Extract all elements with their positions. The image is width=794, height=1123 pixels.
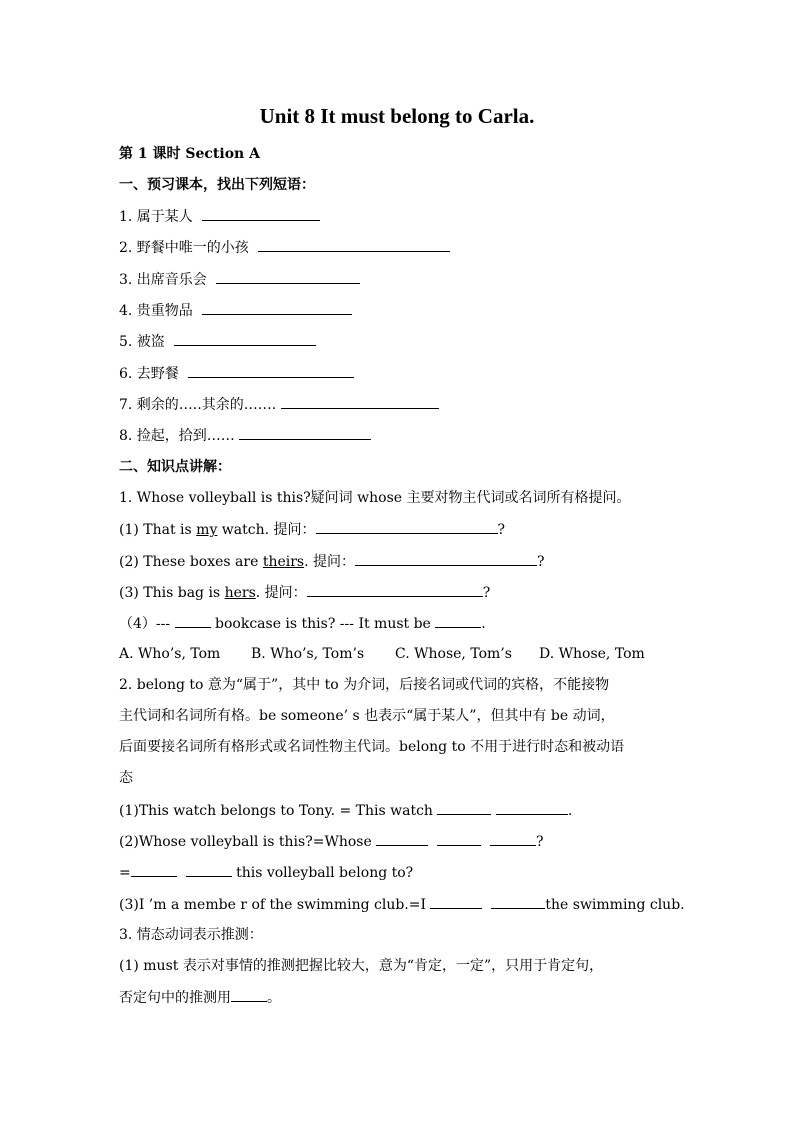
point3-line: (1) must 表示对事情的推测把握比较大，意为“肯定，一定”，只用于肯定句， bbox=[119, 958, 604, 974]
option-b[interactable]: B. Who’s, Tom’s bbox=[251, 646, 365, 662]
question-text: bookcase is this? --- It must be bbox=[210, 616, 436, 632]
answer-blank[interactable] bbox=[174, 332, 316, 346]
exercise-1 bbox=[119, 801, 572, 820]
question-4 bbox=[119, 614, 486, 633]
question-mark: ? bbox=[497, 522, 506, 538]
point3-line bbox=[119, 988, 281, 1007]
question-1 bbox=[119, 520, 505, 539]
exercise-text: = bbox=[119, 865, 131, 881]
part1-heading: 一、预习课本，找出下列短语： bbox=[119, 177, 315, 193]
exercise-text: (2)Whose volleyball is this?=Whose bbox=[119, 834, 377, 850]
question-text: . 提问： bbox=[304, 554, 356, 570]
answer-blank[interactable] bbox=[355, 552, 537, 566]
point2-line: 2. belong to 意为“属于”，其中 to 为介词，后接名词或代词的宾格，不能接物 bbox=[119, 677, 610, 693]
phrase-item bbox=[119, 395, 439, 414]
answer-blank[interactable] bbox=[258, 238, 450, 252]
answer-blank[interactable] bbox=[231, 988, 267, 1002]
phrase-item bbox=[119, 270, 360, 289]
exercise-text: this volleyball belong to? bbox=[231, 865, 414, 881]
exercise-text: . bbox=[567, 803, 573, 819]
option-c[interactable]: C. Whose, Tom’s bbox=[395, 646, 512, 662]
point2-line: 后面要接名词所有格形式或名词性物主代词。belong to 不用于进行时态和被动语 bbox=[119, 739, 625, 755]
underlined-word: hers bbox=[224, 585, 256, 601]
answer-blank[interactable] bbox=[430, 895, 482, 909]
point3-heading: 3. 情态动词表示推测： bbox=[119, 927, 263, 943]
phrase-item bbox=[119, 364, 354, 383]
point1-intro: 1. Whose volleyball is this?疑问词 whose 主要对物主代词或名词所有格提问。 bbox=[119, 490, 631, 506]
answer-blank[interactable] bbox=[437, 832, 481, 846]
answer-blank[interactable] bbox=[437, 801, 491, 815]
phrase-item bbox=[119, 207, 320, 226]
answer-blank[interactable] bbox=[202, 301, 352, 315]
answer-blank[interactable] bbox=[202, 207, 320, 221]
question-text: (2) These boxes are bbox=[119, 554, 263, 570]
answer-blank[interactable] bbox=[131, 863, 177, 877]
question-text: . 提问： bbox=[255, 585, 307, 601]
phrase-text: 1. 属于某人 bbox=[119, 209, 193, 225]
question-text: (3) This bag is bbox=[119, 585, 225, 601]
answer-blank[interactable] bbox=[491, 895, 545, 909]
question-text: watch. 提问： bbox=[217, 522, 316, 538]
answer-blank[interactable] bbox=[376, 832, 428, 846]
question-text: (1) That is bbox=[119, 522, 197, 538]
phrase-text: 2. 野餐中唯一的小孩 bbox=[119, 240, 249, 256]
point3-text: 否定句中的推测用 bbox=[119, 990, 231, 1006]
exercise-text: the swimming club. bbox=[545, 897, 685, 913]
phrase-text: 6. 去野餐 bbox=[119, 366, 179, 382]
page-title: Unit 8 It must belong to Carla. bbox=[259, 104, 535, 128]
phrase-text: 4. 贵重物品 bbox=[119, 303, 193, 319]
underlined-word: theirs bbox=[262, 554, 305, 570]
question-mark: ? bbox=[537, 554, 545, 570]
option-a[interactable]: A. Who’s, Tom bbox=[119, 646, 221, 662]
answer-blank[interactable] bbox=[307, 583, 483, 597]
exercise-text: ? bbox=[536, 834, 544, 850]
answer-blank[interactable] bbox=[239, 426, 371, 440]
underlined-word: my bbox=[196, 522, 218, 538]
answer-blank[interactable] bbox=[490, 832, 536, 846]
point2-line: 主代词和名词所有格。be someone’ s 也表示“属于某人”，但其中有 be 动词， bbox=[119, 708, 615, 724]
answer-blank[interactable] bbox=[281, 395, 439, 409]
answer-blank[interactable] bbox=[316, 520, 498, 534]
exercise-2 bbox=[119, 832, 544, 851]
exercise-3 bbox=[119, 895, 685, 914]
question-2 bbox=[119, 552, 545, 571]
answer-blank[interactable] bbox=[188, 364, 354, 378]
part2-heading: 二、知识点讲解： bbox=[119, 459, 231, 475]
answer-options bbox=[119, 645, 645, 663]
phrase-item bbox=[119, 238, 450, 257]
phrase-text: 8. 捡起，拾到…… bbox=[119, 428, 235, 444]
question-text: . bbox=[481, 616, 486, 632]
question-3 bbox=[119, 583, 490, 602]
phrase-text: 7. 剩余的…..其余的……. bbox=[119, 397, 277, 413]
point3-text: 。 bbox=[267, 990, 281, 1006]
phrase-text: 3. 出席音乐会 bbox=[119, 272, 207, 288]
answer-blank[interactable] bbox=[186, 863, 232, 877]
phrase-text: 5. 被盗 bbox=[119, 334, 165, 350]
answer-blank[interactable] bbox=[435, 614, 481, 628]
exercise-text: (1)This watch belongs to Tony. = This watch bbox=[119, 803, 438, 819]
phrase-item bbox=[119, 332, 316, 351]
answer-blank[interactable] bbox=[216, 270, 360, 284]
lesson-label: 第 1 课时 Section A bbox=[119, 146, 260, 162]
phrase-item bbox=[119, 426, 371, 445]
option-d[interactable]: D. Whose, Tom bbox=[539, 646, 645, 662]
exercise-2-continued bbox=[119, 863, 413, 882]
question-mark: ? bbox=[482, 585, 491, 601]
phrase-item bbox=[119, 301, 352, 320]
question-text: （4）--- bbox=[119, 616, 175, 632]
exercise-text: (3)I ’m a membe r of the swimming club.=I bbox=[119, 897, 431, 913]
answer-blank[interactable] bbox=[175, 614, 211, 628]
point2-line: 态 bbox=[119, 770, 133, 786]
answer-blank[interactable] bbox=[496, 801, 568, 815]
